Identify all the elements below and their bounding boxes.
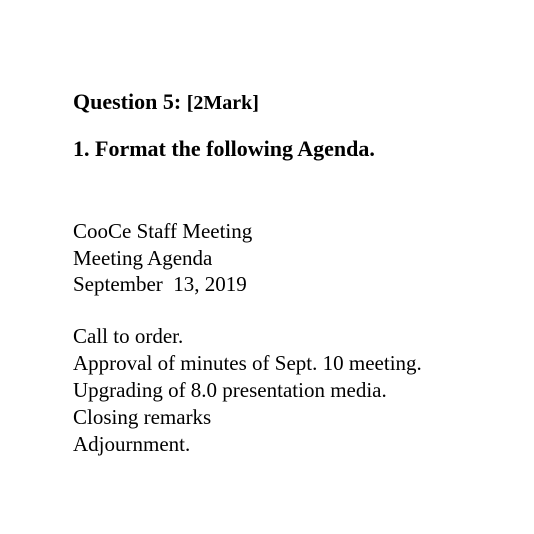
agenda-item: Call to order. [73, 324, 184, 348]
agenda-item: Adjournment. [73, 432, 191, 456]
document-page [73, 0, 534, 534]
agenda-item: Upgrading of 8.0 presentation media. [73, 378, 387, 402]
agenda-subtitle: Meeting Agenda [73, 245, 213, 270]
question-label: Question 5: [73, 89, 182, 114]
question-mark: [2Mark] [186, 92, 259, 114]
agenda-item: Closing remarks [73, 405, 212, 429]
task-instruction: 1. Format the following Agenda. [73, 136, 375, 161]
agenda-title: CooCe Staff Meeting [73, 219, 253, 243]
agenda-header [73, 218, 252, 298]
agenda-item: Approval of minutes of Sept. 10 meeting. [73, 351, 422, 375]
question-heading [73, 88, 259, 117]
agenda-items-list [73, 323, 422, 458]
agenda-date: September 13, 2019 [73, 272, 247, 296]
